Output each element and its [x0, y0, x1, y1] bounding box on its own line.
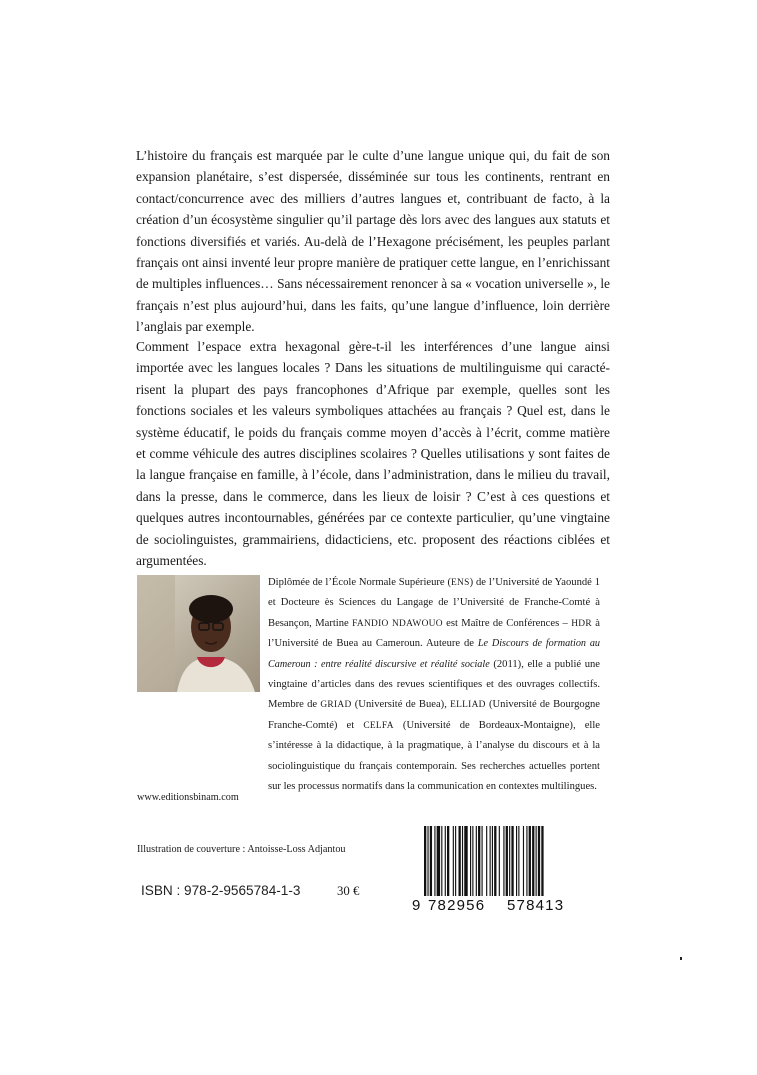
cover-credit: Illustration de couverture : Antoisse-Loss Adjantou — [137, 844, 346, 855]
blurb-paragraph-2: Comment l’espace extra hexagonal gère-t-il les interférences d’une langue ainsi importée avec les langues locales ? Dans les situations de multilinguisme qui caractérisent la plupart des pays francophones d’Afrique par exemple, quelles sont les fonctions sociales et les valeurs symboliques attachées au français ? Quel est, dans le système éducatif, le poids du français comme moyen d’accès à l’écrit, comme matière et comme véhicule des autres disciplines scolaires ? Quelles utilisations y sont faites de la langue française en famille, à l’école, dans l’administration, dans le milieu du travail, dans la presse, dans le commerce, dans les lieux de loisir ? C’est à ces questions et quelques autres incontournables, générées par ce contexte particulier, qu’une vingtaine de sociolinguistes, grammairiens, didacticiens, etc. proposent des réactions ciblées et argumentées. — [136, 339, 610, 569]
bio-text-1: Diplômée de l’École Normale Supérieure ( — [268, 577, 451, 588]
bio-celfa: CELFA — [363, 720, 394, 731]
barcode-digits-left: 782956 — [428, 897, 486, 911]
bio-text-4: à l’Université de Buea au Cameroun. Auteure de — [268, 617, 600, 650]
bio-hdr: HDR — [571, 618, 592, 629]
bio-text-3: est Maître de Conférences – — [442, 617, 572, 629]
book-title: Le Discours de formation au Cameroun : entre réalité discursive et réalité sociale — [268, 638, 601, 670]
publisher-website: www.editionsbinam.com — [137, 792, 239, 803]
barcode-bars — [424, 826, 544, 896]
blurb-paragraph-1: L’histoire du français est marquée par le culte d’une langue unique qui, du fait de son expansion planétaire, s’est dispersée, disséminée sur tous les continents, rentrant en contact/concurrence avec des milliers d’autres langues et, contribuant de facto, à la création d’un écosystème singulier qu’il partage dès lors avec des langues aux statuts et fonctions diversifiés et variés. Au-delà de l’Hexagone précisément, les peuples parlant français ont ainsi inventé leur propre manière de pratiquer cette langue, en l’enrichissant de multiples influences… Sans nécessairement renoncer à sa « vocation universelle », le français n’est plus aujourd’hui, dans les faits, qu’une langue d’influence, loin derrière l’anglais par exemple. — [136, 148, 610, 335]
author-photo — [137, 575, 260, 692]
barcode-digit-first: 9 — [412, 897, 421, 911]
page-mark — [680, 957, 682, 960]
author-bio — [268, 573, 600, 797]
isbn-text: ISBN : 978-2-9565784-1-3 — [141, 883, 301, 898]
bio-text-2: ) de l’Université de Yaoundé 1 et Docteure ès Sciences du Langage de l’Université de Franche-Comté à Besançon, Martine — [268, 577, 600, 629]
bio-text-6: (Université de Buea), — [351, 699, 451, 711]
bio-text-8: (Université de Bordeaux-Montaigne), elle s’intéresse à la didactique, à la pragmatique, à l’analyse du discours et à la sociolinguistique du français contemporain. Ses recherches actuelles portent sur les processus normatifs dans la communication en contextes multilingues. — [268, 719, 601, 793]
price: 30 € — [337, 884, 360, 898]
bio-ens: ENS — [451, 578, 470, 588]
isbn-barcode — [412, 823, 584, 911]
bio-text-5: (2011), elle a publié une vingtaine d’articles dans des revues scientifiques et des ouvrages collectifs. Membre de — [268, 658, 600, 711]
bio-text-7: (Université de Bourgogne Franche-Comté) et — [268, 699, 600, 731]
bio-elliad: ELLIAD — [450, 700, 486, 711]
barcode-digits-right: 578413 — [507, 897, 565, 911]
bio-griad: GRIAD — [320, 700, 352, 711]
author-name: FANDIO NDAWOUO — [352, 618, 443, 629]
